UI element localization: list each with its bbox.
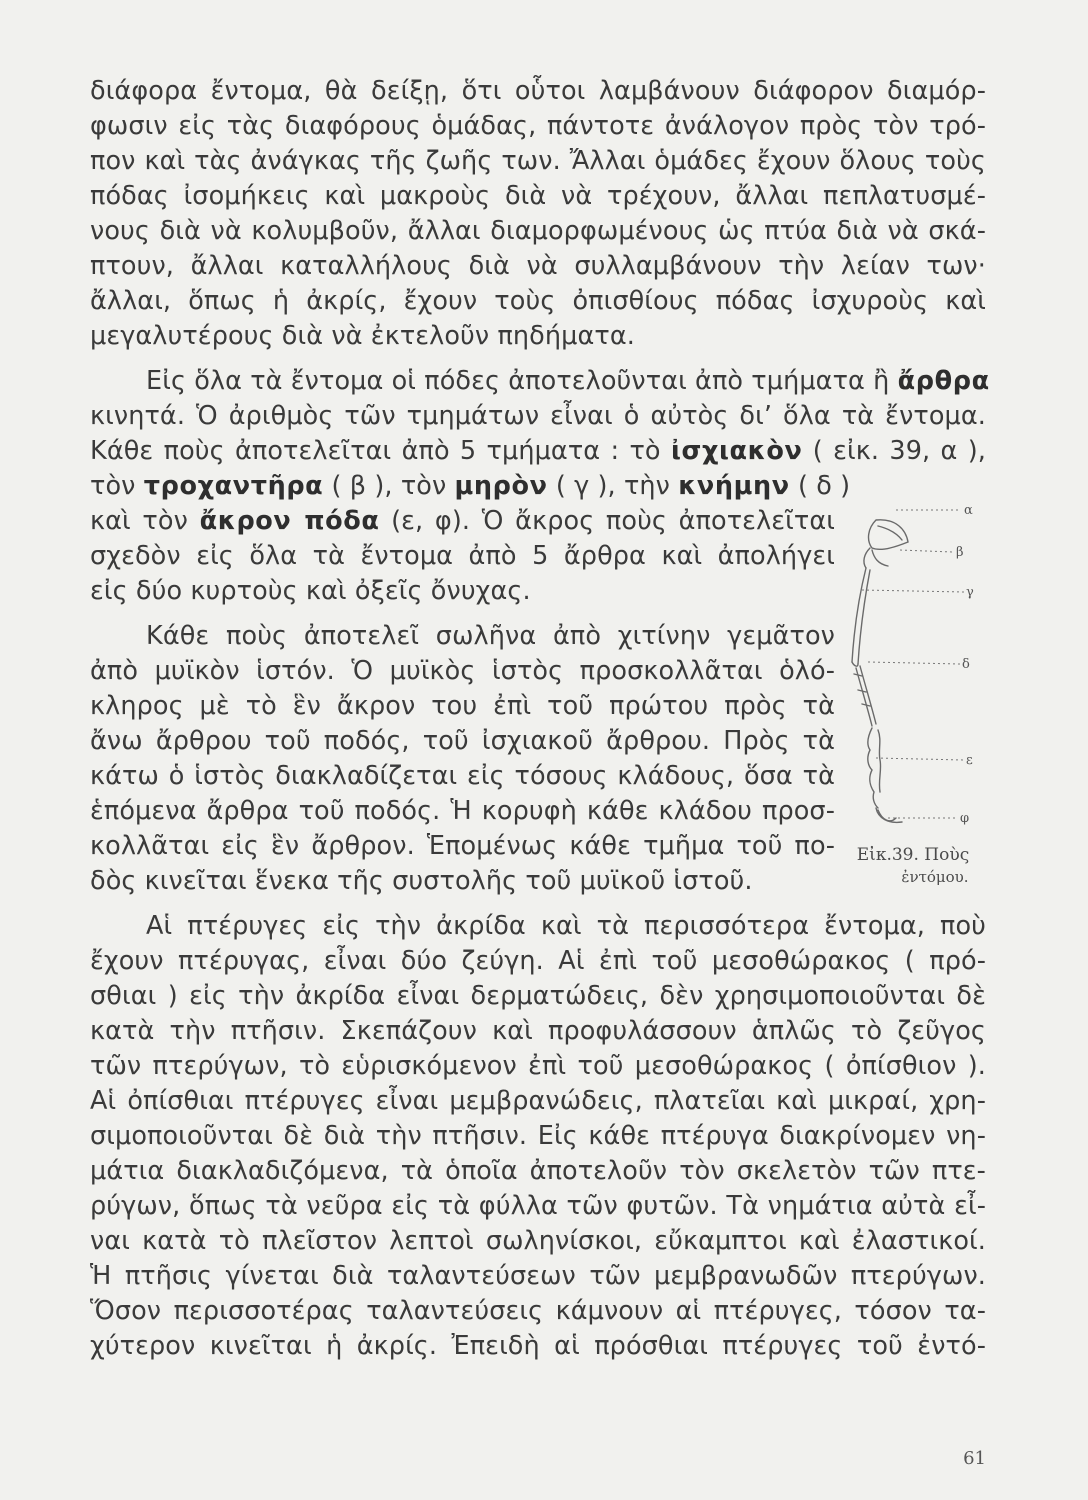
text-line: ἄνω ἄρθρου τοῦ ποδός, τοῦ ἰσχιακοῦ ἄρθρου. Πρὸς τὰ <box>90 726 835 756</box>
text-line: ναι κατὰ τὸ πλεῖστον λεπτοὶ σωληνίσκοι, εὔκαμπτοι καὶ ἐλαστικοί. <box>90 1226 986 1256</box>
text-line: τῶν πτερύγων, τὸ εὑρισκόμενον ἐπὶ τοῦ μεσοθώρακος ( ὀπίσθιον ). <box>90 1051 986 1081</box>
text-run: (ε, φ). Ὁ ἄκρος ποὺς ἀποτελεῖται <box>391 506 835 536</box>
insect-leg-figure <box>848 500 978 840</box>
fig-label-delta: δ <box>962 657 970 672</box>
text-run: ( γ ), τὴν <box>555 471 670 501</box>
text-line: εἰς δύο κυρτοὺς καὶ ὀξεῖς ὄνυχας. <box>90 576 531 606</box>
text-line: πόδας ἰσομήκεις καὶ μακροὺς διὰ νὰ τρέχουν, ἄλλαι πεπλατυσμέ- <box>90 181 986 211</box>
text-line: σιμοποιοῦνται δὲ διὰ τὴν πτῆσιν. Εἰς κάθε πτέρυγα διακρίνομεν νη- <box>90 1121 986 1151</box>
text-line: ἄλλαι, ὅπως ἡ ἀκρίς, ἔχουν τοὺς ὀπισθίους πόδας ἰσχυροὺς καὶ <box>90 286 986 316</box>
text-line: πτουν, ἄλλαι καταλλήλους διὰ νὰ συλλαμβάνουν τὴν λείαν των· <box>90 251 986 281</box>
text-line: κάτω ὁ ἱστὸς διακλαδίζεται εἰς τόσους κλάδους, ὅσα τὰ <box>90 761 835 791</box>
leg-femur <box>852 568 870 664</box>
term-arthra: ἄρθρα <box>897 366 990 396</box>
text-line: πον καὶ τὰς ἀνάγκας τῆς ζωῆς των. Ἄλλαι ὁμάδες ἔχουν ὅλους τοὺς <box>90 146 986 176</box>
text-line: σθιαι ) εἰς τὴν ἀκρίδα εἶναι δερματώδεις, δὲν χρησιμοποιοῦνται δὲ <box>90 981 986 1011</box>
leg-tarsus <box>868 728 878 808</box>
text-line: Κάθε ποὺς ἀποτελεῖ σωλῆνα ἀπὸ χιτίνην γεμᾶτον <box>146 621 835 651</box>
caption-line: Εἰκ.39. Ποὺς <box>856 845 970 865</box>
text-run: Κάθε ποὺς ἀποτελεῖται ἀπὸ 5 τμήματα : τὸ <box>90 436 661 466</box>
text-line: ἔχουν πτέρυγας, εἶναι δύο ζεύγη. Αἱ ἐπὶ τοῦ μεσοθώρακος ( πρό- <box>90 946 986 976</box>
leg-coxa <box>869 520 908 550</box>
text-run: Εἰς ὅλα τὰ ἔντομα οἱ πόδες ἀποτελοῦνται ἀπὸ τμήματα ἢ <box>146 366 890 396</box>
text-run: ( εἰκ. 39, α ), <box>812 436 986 466</box>
text-line: μάτια διακλαδιζόμενα, τὰ ὁποῖα ἀποτελοῦν τὸν σκελετὸν τῶν πτε- <box>90 1156 986 1186</box>
term-knimin: κνήμην <box>678 471 790 501</box>
fig-label-phi: φ <box>960 811 970 826</box>
fig-label-epsilon: ε <box>966 753 973 768</box>
text-line: μεγαλυτέρους διὰ νὰ ἐκτελοῦν πηδήματα. <box>90 321 635 351</box>
text-line: κληρος μὲ τὸ ἓν ἄκρον του ἐπὶ τοῦ πρώτου πρὸς τὰ <box>90 691 835 721</box>
fig-label-gamma: γ <box>966 585 974 600</box>
caption-line: ἐντόμου. <box>901 868 969 886</box>
text-run: τὸν <box>90 471 136 501</box>
term-akron-poda: ἄκρον πόδα <box>199 506 380 536</box>
text-line: νους διὰ νὰ κολυμβοῦν, ἄλλαι διαμορφωμένους ὡς πτύα διὰ νὰ σκά- <box>90 216 986 246</box>
text-line: σχεδὸν εἰς ὅλα τὰ ἔντομα ἀπὸ 5 ἄρθρα καὶ ἀπολήγει <box>90 541 835 571</box>
leg-claws <box>876 808 902 822</box>
text-line <box>90 504 835 539</box>
text-line: δὸς κινεῖται ἕνεκα τῆς συστολῆς τοῦ μυϊκοῦ ἱστοῦ. <box>90 866 753 896</box>
text-line: Ἡ πτῆσις γίνεται διὰ ταλαντεύσεων τῶν μεμβρανωδῶν πτερύγων. <box>90 1261 986 1291</box>
page-number: 61 <box>963 1448 986 1469</box>
text-line: Αἱ πτέρυγες εἰς τὴν ἀκρίδα καὶ τὰ περισσότερα ἔντομα, ποὺ <box>146 911 986 941</box>
text-line: ἑπόμενα ἄρθρα τοῦ ποδός. Ἡ κορυφὴ κάθε κλάδου προσ- <box>90 796 835 826</box>
text-run: καὶ τὸν <box>90 506 188 536</box>
text-run: ( β ), τὸν <box>331 471 447 501</box>
figure-caption <box>838 844 988 888</box>
text-line: ρύγων, ὅπως τὰ νεῦρα εἰς τὰ φύλλα τῶν φυτῶν. Τὰ νημάτια αὐτὰ εἶ- <box>90 1191 986 1221</box>
text-line: χύτερον κινεῖται ἡ ἀκρίς. Ἐπειδὴ αἱ πρόσθιαι πτέρυγες τοῦ ἐντό- <box>90 1331 986 1361</box>
text-run: ( δ ) <box>797 471 851 501</box>
term-miron: μηρὸν <box>454 471 548 501</box>
text-line: διάφορα ἔντομα, θὰ δείξῃ, ὅτι οὗτοι λαμβάνουν διάφορον διαμόρ- <box>90 76 986 106</box>
text-line <box>90 469 851 504</box>
text-line: ἀπὸ μυϊκὸν ἱστόν. Ὁ μυϊκὸς ἱστὸς προσκολλᾶται ὁλό- <box>90 656 835 686</box>
term-trochantera: τροχαντῆρα <box>143 471 324 501</box>
term-ischiakon: ἰσχιακὸν <box>670 436 803 466</box>
text-line <box>90 364 990 399</box>
text-line: φωσιν εἰς τὰς διαφόρους ὁμάδας, πάντοτε ἀνάλογον πρὸς τὸν τρό- <box>90 111 986 141</box>
leg-trochanter <box>864 548 888 568</box>
fig-label-alpha: α <box>964 503 973 518</box>
text-line: κολλᾶται εἰς ἓν ἄρθρον. Ἑπομένως κάθε τμῆμα τοῦ πο- <box>90 831 835 861</box>
text-line <box>90 434 986 469</box>
fig-label-beta: β <box>956 545 964 560</box>
text-line: Ὅσον περισσοτέρας ταλαντεύσεις κάμνουν αἱ πτέρυγες, τόσον τα- <box>90 1296 986 1326</box>
text-line: Αἱ ὀπίσθιαι πτέρυγες εἶναι μεμβρανώδεις, πλατεῖαι καὶ μικραί, χρη- <box>90 1086 986 1116</box>
text-line: κινητά. Ὁ ἀριθμὸς τῶν τμημάτων εἶναι ὁ αὐτὸς δι’ ὅλα τὰ ἔντομα. <box>90 401 986 431</box>
text-line: κατὰ τὴν πτῆσιν. Σκεπάζουν καὶ προφυλάσσουν ἁπλῶς τὸ ζεῦγος <box>90 1016 986 1046</box>
